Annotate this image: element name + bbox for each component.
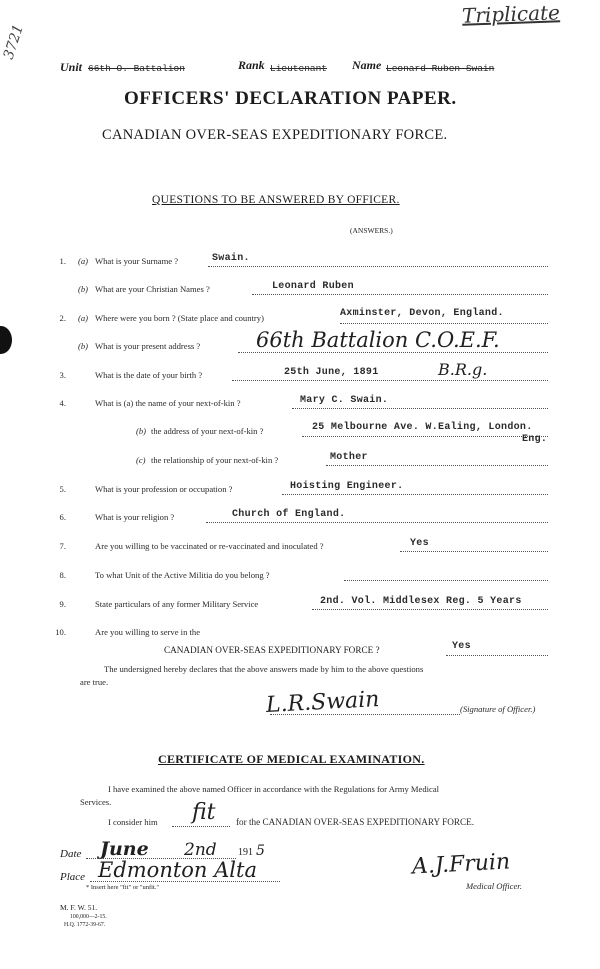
date-day: 2nd	[184, 840, 217, 860]
q3-line	[232, 380, 548, 381]
certificate-text-2: Services.	[80, 797, 112, 807]
certificate-heading: CERTIFICATE OF MEDICAL EXAMINATION.	[158, 752, 425, 766]
q9-number: 9.	[59, 599, 66, 609]
date-month: June	[100, 838, 149, 860]
unit-value: 66th O. Battalion	[88, 63, 185, 74]
q7-line	[400, 551, 548, 552]
q4c-answer: Mother	[330, 452, 368, 463]
q6-number: 6.	[59, 512, 66, 522]
q1b-sub: (b)	[78, 284, 89, 294]
q7-answer: Yes	[410, 538, 429, 549]
q5-text: What is your profession or occupation ?	[95, 484, 233, 494]
punch-hole	[0, 326, 12, 354]
medical-signature: A.J.Fruin	[411, 849, 511, 880]
q10-text: Are you willing to serve in the	[95, 627, 201, 637]
q9-answer: 2nd. Vol. Middlesex Reg. 5 Years	[320, 596, 522, 607]
medical-caption: Medical Officer.	[466, 881, 522, 891]
q9-text: State particulars of any former Military Service	[95, 599, 259, 609]
q9-line	[312, 609, 548, 610]
margin-annotation: 3721	[0, 22, 27, 62]
q4b-sub: (b)	[136, 426, 147, 436]
q4c-line	[326, 465, 548, 466]
rank-label: Rank	[238, 58, 265, 72]
fitness-value: fit	[192, 800, 216, 825]
q4-number: 4.	[59, 398, 66, 408]
q1a-text: What is your Surname ?	[95, 256, 179, 266]
q8-text: To what Unit of the Active Militia do you belong ?	[95, 570, 270, 580]
document-title: OFFICERS' DECLARATION PAPER.	[124, 88, 457, 109]
q4b-text: the address of your next-of-kin ?	[151, 426, 264, 436]
place-line	[90, 881, 280, 882]
form-number: M. F. W. 51.	[60, 903, 98, 912]
officer-signature: L.R.Swain	[265, 687, 380, 718]
q4b-answer-cont: Eng.	[522, 434, 548, 445]
q2-number: 2.	[59, 313, 66, 323]
fitness-line	[172, 826, 230, 827]
q4a-answer: Mary C. Swain.	[300, 395, 389, 406]
document-subtitle: CANADIAN OVER-SEAS EXPEDITIONARY FORCE.	[102, 127, 448, 143]
answers-label: (ANSWERS.)	[350, 226, 393, 235]
q4a-text: What is (a) the name of your next-of-kin ?	[95, 398, 241, 408]
q10-text-cont: CANADIAN OVER-SEAS EXPEDITIONARY FORCE ?	[164, 645, 380, 655]
q2b-sub: (b)	[78, 341, 89, 351]
q4b-line	[302, 436, 548, 437]
q2a-answer: Axminster, Devon, England.	[340, 308, 504, 319]
q3-number: 3.	[59, 370, 66, 380]
consider-end: for the CANADIAN OVER-SEAS EXPEDITIONARY FORCE.	[236, 817, 475, 827]
signature-caption: (Signature of Officer.)	[460, 704, 536, 714]
q8-number: 8.	[59, 570, 66, 580]
section-heading: QUESTIONS TO BE ANSWERED BY OFFICER.	[152, 194, 400, 206]
place-note: * Insert here "fit" or "unfit."	[86, 884, 160, 891]
birth-initials: B.R.g.	[438, 360, 488, 379]
certificate-text-1: I have examined the above named Officer in accordance with the Regulations for Army Medical	[108, 784, 440, 794]
q1-number: 1.	[59, 256, 66, 266]
form-hq-ref: H.Q. 1772-39-67.	[64, 922, 106, 928]
q1b-answer: Leonard Ruben	[272, 281, 354, 292]
q7-number: 7.	[59, 541, 66, 551]
q2b-text: What is your present address ?	[95, 341, 201, 351]
q4c-sub: (c)	[136, 455, 146, 465]
q6-answer: Church of England.	[232, 509, 346, 520]
q6-line	[206, 522, 548, 523]
q2a-text: Where were you born ? (State place and country)	[95, 313, 264, 323]
q1b-text: What are your Christian Names ?	[95, 284, 210, 294]
officer-signature-line	[270, 714, 460, 715]
q10-number: 10.	[55, 627, 66, 637]
q5-line	[282, 494, 548, 495]
q6-text: What is your religion ?	[95, 512, 175, 522]
q5-answer: Hoisting Engineer.	[290, 481, 404, 492]
year-suffix: 5	[256, 843, 265, 859]
q1a-sub: (a)	[78, 256, 89, 266]
consider-label: I consider him	[108, 817, 158, 827]
q2b-answer: 66th Battalion C.O.E.F.	[256, 328, 500, 352]
q1b-line	[252, 294, 548, 295]
q10-line	[446, 655, 548, 656]
q4a-line	[292, 408, 548, 409]
declaration-text-1: The undersigned hereby declares that the above answers made by him to the above questions	[104, 664, 424, 674]
place-label: Place	[60, 871, 86, 883]
q2b-line	[238, 352, 548, 353]
q10-answer: Yes	[452, 641, 471, 652]
q2a-sub: (a)	[78, 313, 89, 323]
rank-value: Lieutenant	[270, 63, 328, 74]
q7-text: Are you willing to be vaccinated or re-vaccinated and inoculated ?	[95, 541, 324, 551]
q4c-text: the relationship of your next-of-kin ?	[151, 455, 279, 465]
q8-line	[344, 580, 548, 581]
q5-number: 5.	[59, 484, 66, 494]
date-label: Date	[60, 848, 82, 860]
year-prefix: 191	[238, 847, 253, 858]
triplicate-stamp: Triplicate	[461, 0, 561, 28]
q1a-answer: Swain.	[212, 253, 250, 264]
name-label: Name	[352, 58, 382, 72]
name-value: Leonard Ruben Swain	[386, 63, 495, 74]
q4b-answer: 25 Melbourne Ave. W.Ealing, London.	[312, 422, 533, 433]
q3-answer: 25th June, 1891	[284, 367, 379, 378]
q2a-line	[340, 323, 548, 324]
form-print-run: 100,000—2-15.	[70, 914, 107, 920]
unit-label: Unit	[60, 60, 83, 74]
q1a-line	[208, 266, 548, 267]
q3-text: What is the date of your birth ?	[95, 370, 203, 380]
declaration-text-2: are true.	[80, 677, 109, 687]
place-value: Edmonton Alta	[98, 858, 257, 882]
